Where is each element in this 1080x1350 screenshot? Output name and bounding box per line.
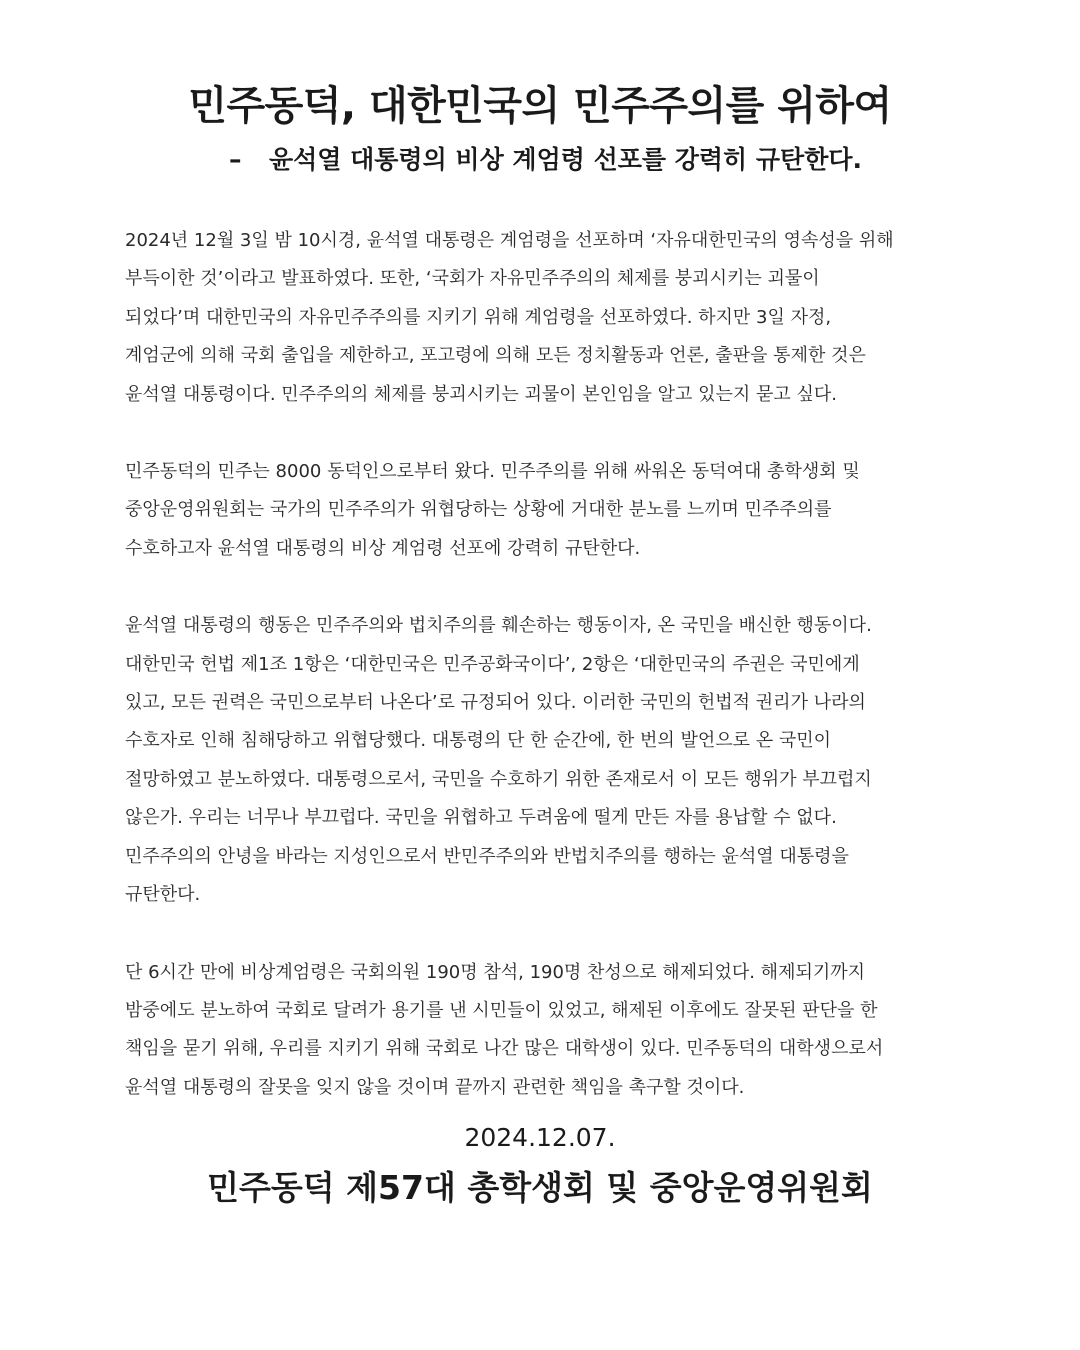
page-subtitle [229, 140, 862, 180]
subtitle-dash: – [228, 145, 242, 174]
paragraph-line: 있고, 모든 권력은 국민으로부터 나온다’로 규정되어 있다. 이러한 국민의 헌법적 권리가 나라의 [125, 692, 866, 714]
paragraph-line: 민주주의의 안녕을 바라는 지성인으로서 반민주주의와 반법치주의를 행하는 윤석열 대통령을 [125, 845, 849, 867]
paragraph-line: 않은가. 우리는 너무나 부끄럽다. 국민을 위협하고 두려움에 떨게 만든 자를 용납할 수 없다. [125, 807, 837, 829]
paragraph-line: 2024년 12월 3일 밤 10시경, 윤석열 대통령은 계엄령을 선포하며 ‘자유대한민국의 영속성을 위해 [125, 230, 894, 251]
paragraph-line: 단 6시간 만에 비상계엄령은 국회의원 190명 참석, 190명 찬성으로 해제되었다. 해제되기까지 [125, 961, 866, 983]
page-title: 민주동덕, 대한민국의 민주주의를 위하여 [188, 83, 892, 129]
paragraph-4 [125, 954, 955, 1108]
statement-body [125, 222, 955, 1146]
paragraph-line: 밤중에도 분노하여 국회로 달려가 용기를 낸 시민들이 있었고, 해제된 이후에도 잘못된 판단을 한 [125, 999, 878, 1021]
paragraph-line: 수호자로 인해 침해당하고 위협당했다. 대통령의 단 한 순간에, 한 번의 발언으로 온 국민이 [125, 730, 832, 752]
paragraph-line: 부득이한 것’이라고 발표하였다. 또한, ‘국회가 자유민주주의의 체제를 붕괴시키는 괴물이 [125, 268, 820, 290]
paragraph-line: 수호하고자 윤석열 대통령의 비상 계엄령 선포에 강력히 규탄한다. [125, 537, 641, 559]
paragraph-line: 되었다’며 대한민국의 자유민주주의를 지키기 위해 계엄령을 선포하였다. 하지만 3일 자정, [125, 306, 832, 328]
paragraph-line: 책임을 묻기 위해, 우리를 지키기 위해 국회로 나간 많은 대학생이 있다. 민주동덕의 대학생으로서 [125, 1038, 884, 1060]
paragraph-2 [125, 453, 955, 568]
paragraph-line: 규탄한다. [125, 884, 201, 906]
statement-signature: 민주동덕 제57대 총학생회 및 중앙운영위원회 [207, 1168, 873, 1207]
paragraph-line: 대한민국 헌법 제1조 1항은 ‘대한민국은 민주공화국이다’, 2항은 ‘대한민국의 주권은 국민에게 [125, 653, 860, 675]
statement-date: 2024.12.07. [464, 1123, 616, 1152]
paragraph-line: 윤석열 대통령의 잘못을 잊지 않을 것이며 끝까지 관련한 책임을 촉구할 것이다. [125, 1076, 745, 1098]
paragraph-line: 중앙운영위원회는 국가의 민주주의가 위협당하는 상황에 거대한 분노를 느끼며 민주주의를 [125, 499, 832, 521]
paragraph-line: 계엄군에 의해 국회 출입을 제한하고, 포고령에 의해 모든 정치활동과 언론, 출판을 통제한 것은 [125, 345, 866, 367]
paragraph-line: 윤석열 대통령이다. 민주주의의 체제를 붕괴시키는 괴물이 본인임을 알고 있는지 묻고 싶다. [125, 383, 838, 405]
paragraph-1 [125, 222, 955, 414]
paragraph-line: 윤석열 대통령의 행동은 민주주의와 법치주의를 훼손하는 행동이자, 온 국민을 배신한 행동이다. [125, 615, 872, 637]
subtitle-text: 윤석열 대통령의 비상 계엄령 선포를 강력히 규탄한다. [268, 145, 862, 174]
paragraph-3 [125, 607, 955, 914]
paragraph-line: 민주동덕의 민주는 8000 동덕인으로부터 왔다. 민주주의를 위해 싸워온 동덕여대 총학생회 및 [125, 461, 860, 483]
paragraph-line: 절망하였고 분노하였다. 대통령으로서, 국민을 수호하기 위한 존재로서 이 모든 행위가 부끄럽지 [125, 768, 872, 790]
